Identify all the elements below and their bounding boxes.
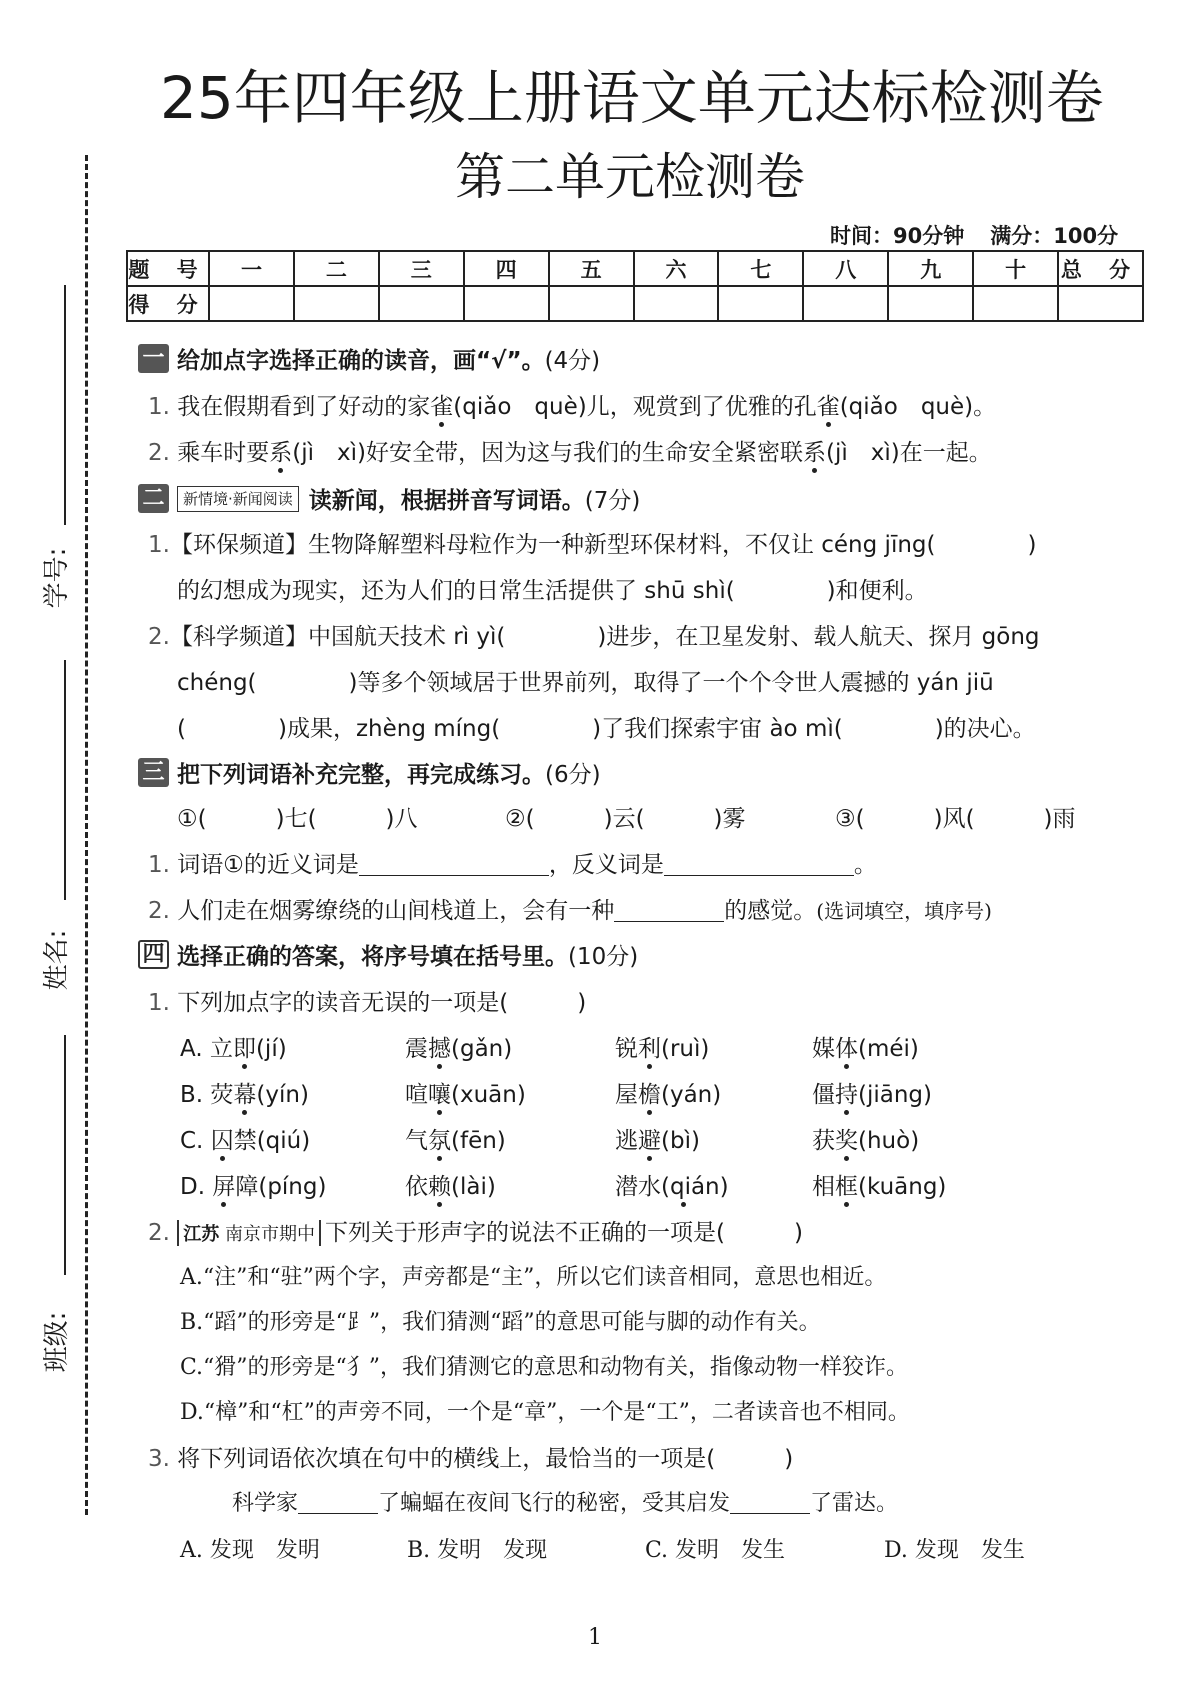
option-a-1[interactable] — [180, 1030, 287, 1063]
section-2-heading — [138, 482, 640, 515]
score-input-cell[interactable] — [718, 286, 803, 321]
score-input-cell[interactable] — [634, 286, 719, 321]
option-text: (lài) — [451, 1174, 496, 1200]
option-text: 气 — [405, 1128, 428, 1154]
section-badge: 四 — [138, 940, 169, 969]
new-context-tag: 新情境·新闻阅读 — [177, 486, 299, 512]
section-4-heading — [138, 938, 638, 971]
question-text: (jì xì)在一起。 — [826, 440, 992, 466]
name-label: 姓名: — [42, 929, 72, 991]
score-input-cell[interactable] — [209, 286, 294, 321]
question-number: 2. — [148, 440, 170, 466]
option-text: (bì) — [661, 1128, 700, 1154]
score-table-cell: 十 — [973, 251, 1058, 286]
option-text: (fēn) — [451, 1128, 506, 1154]
class-label: 班级: — [42, 1311, 72, 1373]
option-c-4 — [812, 1122, 919, 1155]
section-3-heading — [138, 756, 601, 789]
channel-label: 【科学频道】 — [169, 624, 308, 650]
question-number: 1. — [148, 394, 170, 420]
answer-blank[interactable] — [730, 1491, 810, 1514]
score-table — [126, 250, 1144, 322]
s3-word-2: ②( )云( )雾 — [505, 806, 746, 832]
sentence-text: 科学家 — [232, 1491, 299, 1516]
question-text: (qiǎo què)儿，观赏到了优雅的孔 — [453, 394, 817, 420]
option-c[interactable]: C.“猾”的形旁是“犭”，我们猜测它的意思和动物有关，指像动物一样狡诈。 — [180, 1355, 909, 1380]
source-tag — [177, 1220, 321, 1246]
dotted-char: 嚷 — [428, 1082, 451, 1108]
option-a-2 — [405, 1030, 512, 1063]
s1-question-1 — [148, 388, 996, 421]
dotted-char: 系 — [269, 440, 293, 466]
option-text: (kuāng) — [858, 1174, 947, 1200]
option-text: 喧 — [405, 1082, 428, 1108]
fill-sentence — [232, 1486, 898, 1517]
option-b-1[interactable] — [180, 1076, 309, 1109]
option-text: 潜 — [615, 1174, 638, 1200]
source-region: 江苏 — [183, 1224, 220, 1245]
option-text: 障(píng) — [235, 1174, 327, 1200]
question-number: 3. — [148, 1446, 170, 1472]
score-input-cell[interactable] — [888, 286, 973, 321]
option-text: (huò) — [858, 1128, 920, 1154]
option-d-2 — [405, 1168, 496, 1201]
dotted-char: 幕 — [233, 1082, 257, 1108]
option-text: (méi) — [858, 1036, 919, 1062]
dotted-char: 系 — [803, 440, 826, 466]
dotted-char: 屏 — [212, 1174, 236, 1200]
score-input-cell[interactable] — [803, 286, 888, 321]
question-number: 2. — [148, 898, 170, 924]
option-text: (jí) — [255, 1036, 287, 1062]
score-input-cell[interactable] — [379, 286, 464, 321]
score-input-cell[interactable] — [464, 286, 549, 321]
score-table-cell: 得 分 — [127, 286, 209, 321]
section-score: (7分) — [584, 488, 641, 514]
score-table-cell: 题 号 — [127, 251, 209, 286]
dotted-char: 避 — [638, 1128, 661, 1154]
s3-question-1 — [148, 846, 877, 879]
dotted-char: 氛 — [428, 1128, 451, 1154]
class-line[interactable] — [64, 1035, 66, 1275]
section-title: 给加点字选择正确的读音，画“√”。 — [177, 348, 545, 374]
score-table-cell: 六 — [634, 251, 719, 286]
option-text: (gǎn) — [451, 1036, 513, 1062]
dotted-char: 囚 — [210, 1128, 234, 1154]
option-text: (yán) — [661, 1082, 722, 1108]
class-field[interactable] — [36, 1035, 72, 1375]
section-score: (4分) — [544, 348, 601, 374]
score-table-cell: 总 分 — [1058, 251, 1143, 286]
option-text: 媒 — [812, 1036, 835, 1062]
option-d-3 — [615, 1168, 729, 1201]
option-c[interactable]: C. 发明 发生 — [645, 1538, 786, 1563]
section-title: 选择正确的答案，将序号填在括号里。 — [177, 944, 568, 970]
s2-question-2-line-1 — [148, 618, 1040, 651]
option-b-2 — [405, 1076, 526, 1109]
option-text: C. — [180, 1128, 211, 1154]
question-text: (qiǎo què)。 — [839, 394, 997, 420]
question-number: 2. — [148, 624, 170, 650]
dotted-char: 雀 — [816, 394, 840, 420]
option-text: 屋 — [615, 1082, 638, 1108]
question-text: 人们走在烟雾缭绕的山间栈道上，会有一种 — [177, 898, 615, 924]
dotted-char: 奖 — [835, 1128, 858, 1154]
question-number: 2. — [148, 1220, 170, 1246]
option-text: 锐 — [615, 1036, 638, 1062]
option-b[interactable]: B. 发明 发现 — [407, 1538, 548, 1563]
s2-question-2-line-2: chéng( )等多个领域居于世界前列，取得了一个个令世人震撼的 yán jiū — [177, 670, 994, 696]
option-c-3 — [615, 1122, 700, 1155]
student-no-field[interactable] — [36, 285, 72, 625]
page-number: 1 — [588, 1625, 602, 1650]
score-table-cell: 五 — [549, 251, 634, 286]
answer-blank[interactable] — [614, 899, 724, 922]
s4-question-3 — [148, 1440, 793, 1473]
question-text: (jì xì)好安全带，因为这与我们的生命安全紧密联 — [292, 440, 803, 466]
question-text: 的感觉。 — [724, 898, 817, 924]
option-c-1[interactable] — [180, 1122, 310, 1155]
dotted-char: 利 — [638, 1036, 661, 1062]
question-text: 词语①的近义词是 — [177, 852, 359, 878]
section-badge: 三 — [138, 758, 169, 787]
binding-dashed-line — [85, 155, 88, 1515]
question-number: 1. — [148, 532, 170, 558]
section-1-heading — [138, 342, 600, 375]
score-table-cell: 一 — [209, 251, 294, 286]
option-a-3 — [615, 1030, 709, 1063]
question-text: 中国航天技术 rì yì( )进步，在卫星发射、载人航天、探月 gōng — [307, 624, 1040, 650]
score-input-cell[interactable] — [1058, 286, 1143, 321]
s1-question-2 — [148, 434, 992, 467]
answer-blank[interactable] — [298, 1491, 378, 1514]
dotted-char: 体 — [835, 1036, 858, 1062]
question-number: 1. — [148, 990, 170, 1016]
score-input-cell[interactable] — [549, 286, 634, 321]
section-title: 把下列词语补充完整，再完成练习。 — [177, 762, 545, 788]
dotted-char: 雀 — [430, 394, 454, 420]
option-text: (jiāng) — [858, 1082, 932, 1108]
option-d-1[interactable] — [180, 1168, 326, 1201]
option-text: B. 荧 — [180, 1082, 234, 1108]
s3-word-3: ③( )风( )雨 — [835, 806, 1076, 832]
name-field[interactable] — [36, 660, 72, 1000]
option-a-4 — [812, 1030, 919, 1063]
s2-question-1-line-2: 的幻想成为现实，还为人们的日常生活提供了 shū shì( )和便利。 — [177, 578, 928, 604]
score-table-header-row — [127, 251, 1143, 286]
s4-question-1 — [148, 984, 586, 1017]
option-text: (yín) — [256, 1082, 309, 1108]
option-text: 获 — [812, 1128, 835, 1154]
option-a[interactable]: A.“注”和“驻”两个字，声旁都是“主”，所以它们读音相同，意思也相近。 — [180, 1265, 887, 1290]
s2-question-1-line-1 — [148, 526, 1036, 559]
section-score: (10分) — [568, 944, 639, 970]
option-text: 震 — [405, 1036, 428, 1062]
fill-hint: (选词填空，填序号) — [816, 899, 992, 923]
option-c-2 — [405, 1122, 506, 1155]
option-b[interactable]: B.“蹈”的形旁是“⻊”，我们猜测“蹈”的意思可能与脚的动作有关。 — [180, 1310, 821, 1335]
sentence-text: 了蝙蝠在夜间飞行的秘密，受其启发 — [378, 1491, 731, 1516]
score-table-cell: 九 — [888, 251, 973, 286]
dotted-char: 撼 — [428, 1036, 451, 1062]
option-d-4 — [812, 1168, 946, 1201]
score-input-cell[interactable] — [973, 286, 1058, 321]
s3-question-2 — [148, 892, 992, 925]
question-text: 我在假期看到了好动的家 — [177, 394, 431, 420]
exam-title: 25年四年级上册语文单元达标检测卷 — [160, 64, 1104, 132]
option-text: 僵 — [812, 1082, 835, 1108]
student-no-line[interactable] — [64, 285, 66, 525]
option-text: 逃 — [615, 1128, 638, 1154]
score-table-cell: 七 — [718, 251, 803, 286]
question-text: 下列关于形声字的说法不正确的一项是( ) — [325, 1220, 803, 1246]
section-badge: 一 — [138, 344, 169, 373]
option-text: (xuān) — [451, 1082, 526, 1108]
score-table-cell: 四 — [464, 251, 549, 286]
dotted-char: 框 — [835, 1174, 858, 1200]
question-text: 生物降解塑料母粒作为一种新型环保材料，不仅让 céng jīng( ) — [307, 532, 1037, 558]
question-text: 。 — [853, 852, 877, 878]
answer-blank[interactable] — [359, 853, 549, 876]
answer-blank[interactable] — [664, 853, 854, 876]
question-text: 下列加点字的读音无误的一项是( ) — [177, 990, 587, 1016]
option-b-4 — [812, 1076, 932, 1109]
name-line[interactable] — [64, 660, 66, 900]
exam-subtitle: 第二单元检测卷 — [455, 148, 805, 206]
score-table-score-row — [127, 286, 1143, 321]
student-no-label: 学号: — [42, 547, 72, 609]
score-input-cell[interactable] — [294, 286, 379, 321]
option-text: 相 — [812, 1174, 835, 1200]
s3-word-1: ①( )七( )八 — [177, 806, 418, 832]
option-b-3 — [615, 1076, 721, 1109]
time-limit: 时间：90分钟 — [830, 224, 965, 248]
question-text: ，反义词是 — [548, 852, 664, 878]
sentence-text: 了雷达。 — [810, 1491, 899, 1516]
option-text: 依 — [405, 1174, 428, 1200]
section-badge: 二 — [138, 484, 169, 513]
option-text: A. 立 — [180, 1036, 233, 1062]
dotted-char: 持 — [835, 1082, 858, 1108]
dotted-char: 檐 — [638, 1082, 661, 1108]
option-text: D. — [180, 1174, 213, 1200]
dotted-char: 即 — [232, 1036, 256, 1062]
dotted-char: 赖 — [428, 1174, 451, 1200]
question-number: 1. — [148, 852, 170, 878]
time-score-info — [830, 220, 1118, 250]
score-table-cell: 三 — [379, 251, 464, 286]
source-exam: 南京市期中 — [225, 1224, 315, 1245]
score-table-cell: 八 — [803, 251, 888, 286]
question-text: 乘车时要 — [177, 440, 270, 466]
full-score: 满分：100分 — [990, 224, 1119, 248]
option-d[interactable]: D.“樟”和“杠”的声旁不同，一个是“章”，一个是“工”，二者读音也不相同。 — [180, 1400, 910, 1425]
option-text: 禁(qiú) — [233, 1128, 311, 1154]
section-title: 读新闻，根据拼音写词语。 — [308, 488, 585, 514]
section-score: (6分) — [545, 762, 601, 788]
option-d[interactable]: D. 发现 发生 — [884, 1538, 1025, 1563]
dotted-char: 水(qián) — [638, 1174, 729, 1200]
s4-question-2 — [148, 1214, 803, 1247]
option-text: (ruì) — [661, 1036, 710, 1062]
channel-label: 【环保频道】 — [169, 532, 308, 558]
score-table-cell: 二 — [294, 251, 379, 286]
option-a[interactable]: A. 发现 发明 — [180, 1538, 320, 1563]
question-text: 将下列词语依次填在句中的横线上，最恰当的一项是( ) — [177, 1446, 794, 1472]
s2-question-2-line-3: ( )成果，zhèng míng( )了我们探索宇宙 ào mì( )的决心。 — [177, 716, 1036, 742]
